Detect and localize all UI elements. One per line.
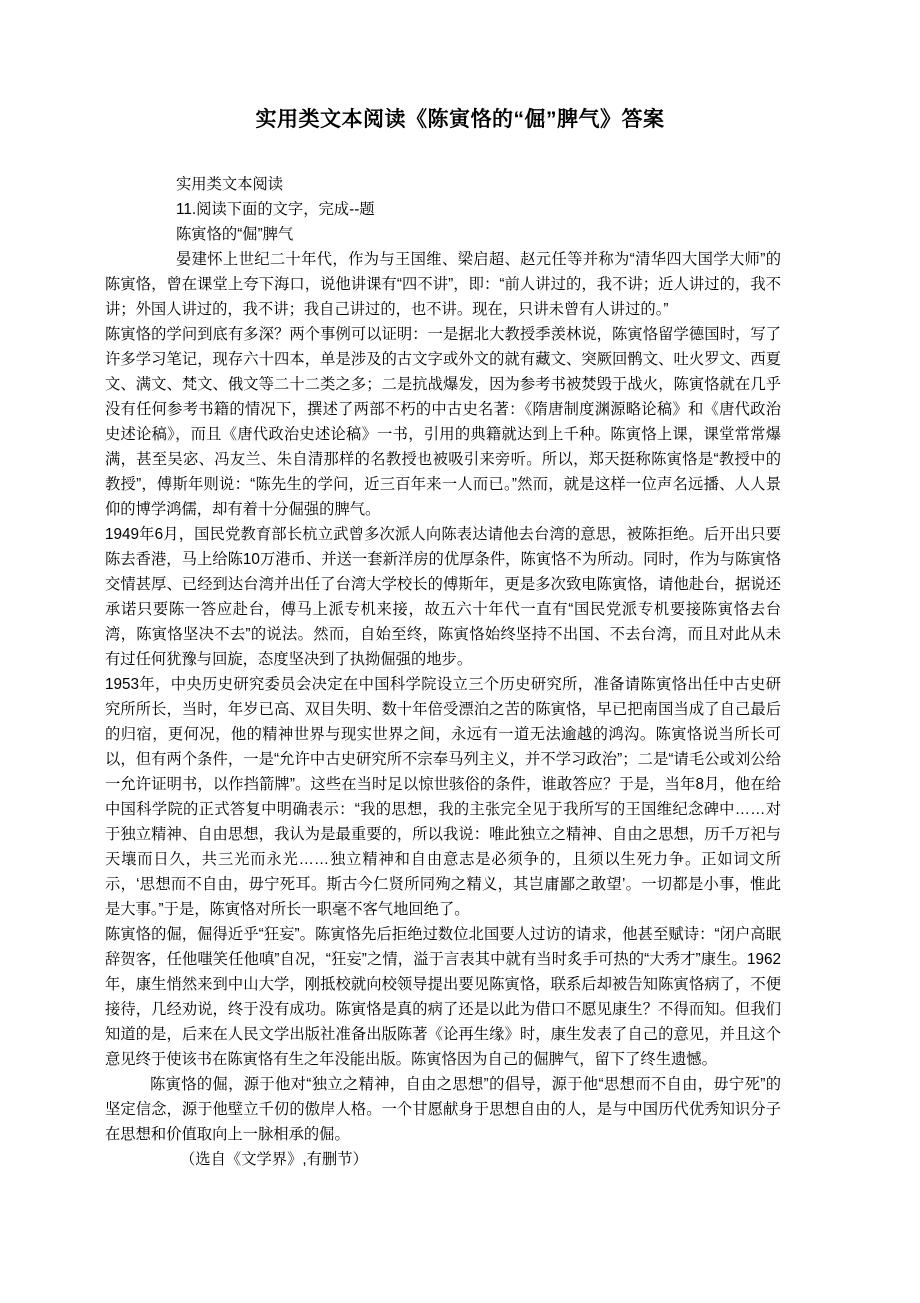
article-paragraph-scholarship: 陈寅恪的学问到底有多深？两个事例可以证明：一是据北大教授季羡林说，陈寅恪留学德国时，写了许多学习笔记，现存六十四本，单是涉及的古文字或外文的就有藏文、突厥回鹘文、吐火罗文、西夏文、满文、梵文、俄文等二十二类之多；二是抗战爆发，因为参考书被焚毁于战火，陈寅恪就在几乎没有任何参考书籍的情况下，撰述了两部不朽的中古史名著：《隋唐制度渊源略论稿》和《唐代政治史述论稿》，而且《唐代政治史述论稿》一书，引用的典籍就达到上千种。陈寅恪上课，课堂常常爆满，甚至吴宓、冯友兰、朱自清那样的名教授也被吸引来旁听。所以，郑天挺称陈寅恪是“教授中的教授”，傅斯年则说：“陈先生的学问，近三百年来一人而已。”然而，就是这样一位声名远播、人人景仰的博学鸿儒，却有着十分倔强的脾气。 <box>105 326 781 518</box>
article-paragraph-intro: 晏建怀上世纪二十年代，作为与王国维、梁启超、赵元任等并称为“清华四大国学大师”的陈寅恪，曾在课堂上夸下海口，说他讲课有“四不讲”，即：“前人讲过的，我不讲；近人讲过的，我不讲；外国人讲过的，我不讲；我自己讲过的，也不讲。现在，只讲未曾有人讲过的。” <box>105 251 781 318</box>
source-attribution: （选自《文学界》,有删节） <box>180 1151 368 1168</box>
section-label: 实用类文本阅读 <box>176 176 284 193</box>
article-paragraph-1953: 1953年，中央历史研究委员会决定在中国科学院设立三个历史研究所，准备请陈寅恪出任中古史研究所所长，当时，年岁已高、双目失明、数十年倍受漂泊之苦的陈寅恪，早已把南国当成了自己最后的归宿，更何况，他的精神世界与现实世界之间，永远有一道无法逾越的鸿沟。陈寅恪说当所长可以，但有两个条件，一是“允许中古史研究所不宗奉马列主义，并不学习政治”；二是“请毛公或刘公给一允许证明书，以作挡箭牌”。这些在当时足以惊世骇俗的条件，谁敢答应？于是，当年8月，他在给中国科学院的正式答复中明确表示：“我的思想，我的主张完全见于我所写的王国维纪念碑中……对于独立精神、自由思想，我认为是最重要的，所以我说：唯此独立之精神、自由之思想，历千万祀与天壤而日久，共三光而永光……独立精神和自由意志是必须争的，且须以生死力争。正如词文所示，‘思想而不自由，毋宁死耳。斯古今仁贤所同殉之精义，其岂庸鄙之敢望’。一切都是小事，惟此是大事。”于是，陈寅恪对所长一职毫不客气地回绝了。 <box>105 676 781 918</box>
page-title: 实用类文本阅读《陈寅恪的“倔”脾气》答案 <box>255 108 665 131</box>
article-body <box>105 172 781 1172</box>
article-title: 陈寅恪的“倔”脾气 <box>176 226 294 243</box>
article-paragraph-conclusion: 陈寅恪的倔，源于他对“独立之精神，自由之思想”的倡导，源于他“思想而不自由，毋宁死”的坚定信念，源于他壁立千仞的傲岸人格。一个甘愿献身于思想自由的人，是与中国历代优秀知识分子在思想和价值取向上一脉相承的倔。 <box>105 1076 781 1143</box>
article-paragraph-1949: 1949年6月，国民党教育部长杭立武曾多次派人向陈表达请他去台湾的意思，被陈拒绝。后开出只要陈去香港，马上给陈10万港币、并送一套新洋房的优厚条件，陈寅恪不为所动。同时，作为与陈寅恪交情甚厚、已经到达台湾并出任了台湾大学校长的傅斯年，更是多次致电陈寅恪，请他赴台，据说还承诺只要陈一答应赴台，傅马上派专机来接，故五六十年代一直有“国民党派专机要接陈寅恪去台湾，陈寅恪坚决不去”的说法。然而，自始至终，陈寅恪始终坚持不出国、不去台湾，而且对此从未有过任何犹豫与回旋，态度坚决到了执拗倔强的地步。 <box>105 526 781 668</box>
article-paragraph-kangsheng: 陈寅恪的倔，倔得近乎“狂妄”。陈寅恪先后拒绝过数位北国要人过访的请求，他甚至赋诗：“闭户高眠辞贺客，任他嗤笑任他嗔”自况，“狂妄”之情，溢于言表其中就有当时炙手可热的“大秀才”康生。1962年，康生悄然来到中山大学，刚抵校就向校领导提出要见陈寅恪，联系后却被告知陈寅恪病了，不便接待，几经劝说，终于没有成功。陈寅恪是真的病了还是以此为借口不愿见康生？不得而知。但我们知道的是，后来在人民文学出版社准备出版陈著《论再生缘》时，康生发表了自己的意见，并且这个意见终于使该书在陈寅恪有生之年没能出版。陈寅恪因为自己的倔脾气，留下了终生遗憾。 <box>105 926 781 1068</box>
question-line: 11.阅读下面的文字，完成--题 <box>176 201 375 218</box>
